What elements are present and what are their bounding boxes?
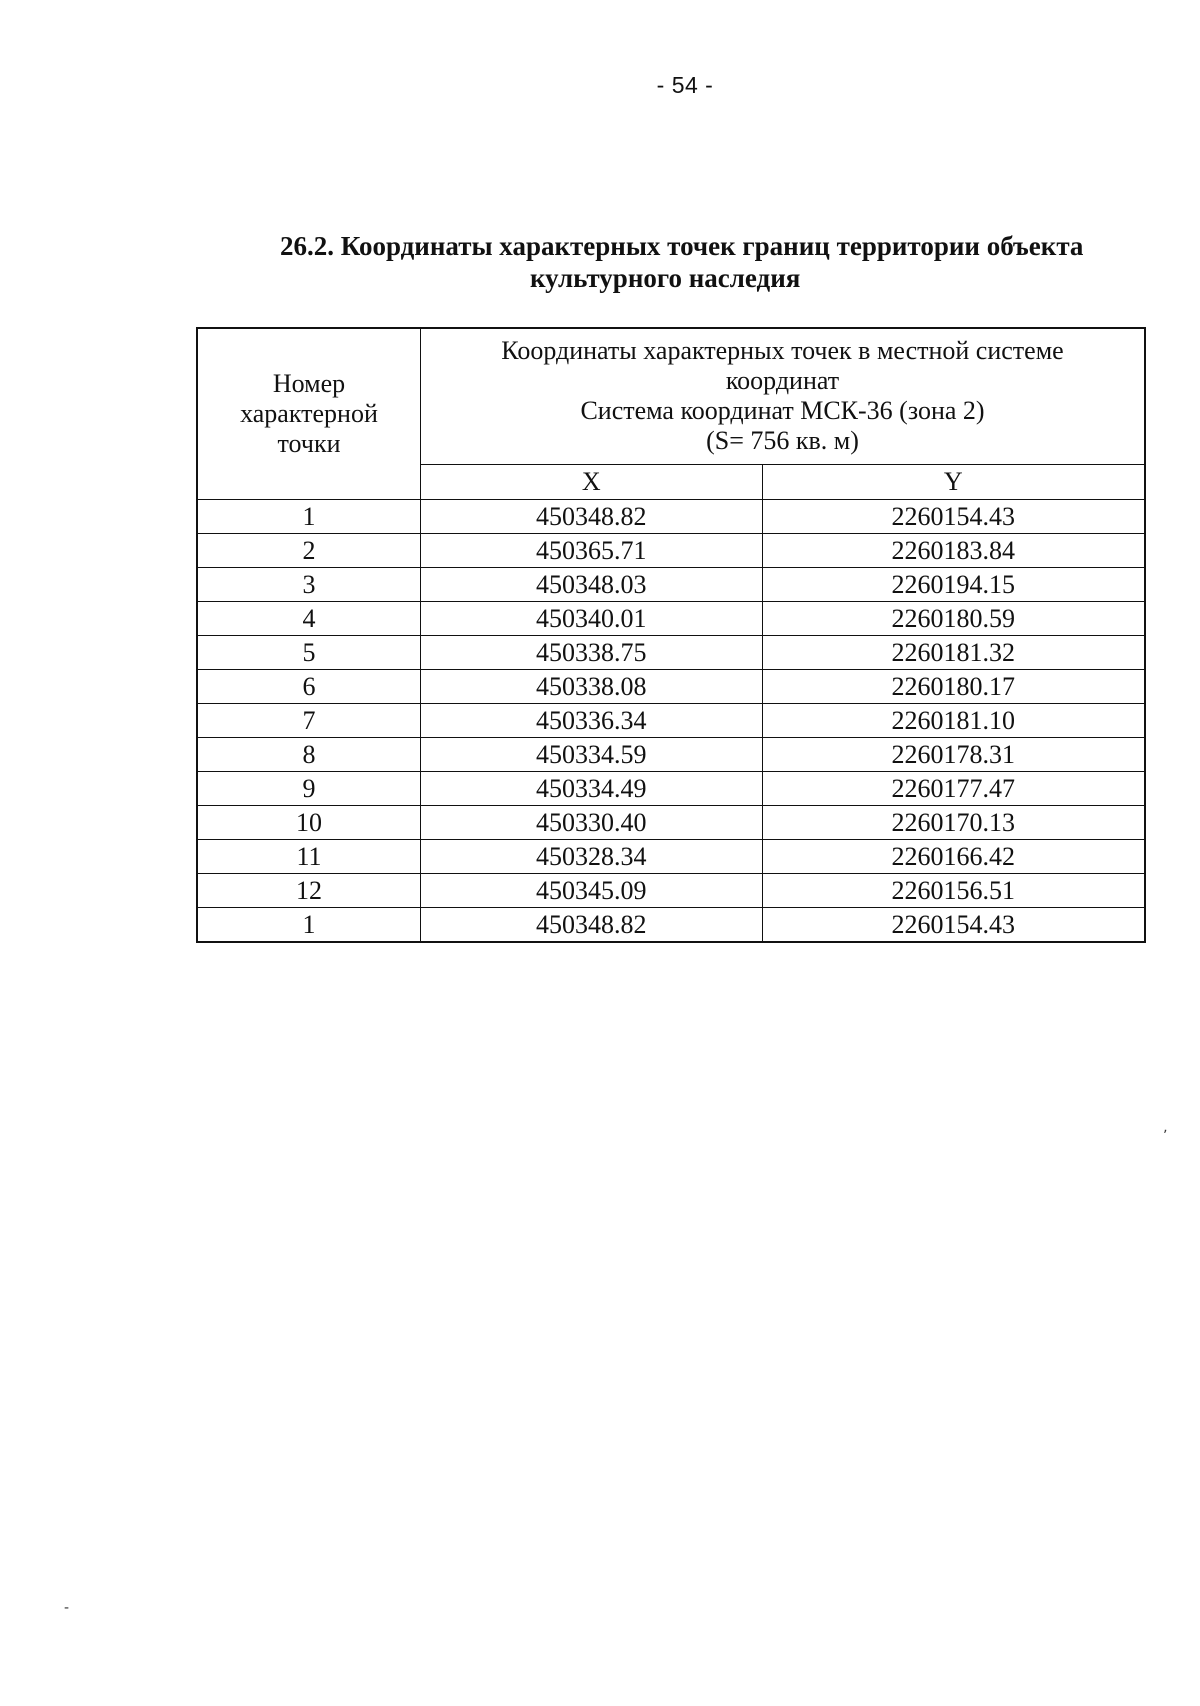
x-coordinate-cell: 450340.01 [421, 602, 763, 636]
x-coordinate-cell: 450338.75 [421, 636, 763, 670]
coordinates-table [196, 327, 1146, 943]
point-number-cell: 6 [197, 670, 421, 704]
page-number: - 54 - [656, 72, 714, 98]
table-row [197, 738, 1145, 772]
x-coordinate-cell: 450365.71 [421, 534, 763, 568]
y-coordinate-cell: 2260170.13 [762, 806, 1145, 840]
y-coordinate-cell: 2260166.42 [762, 840, 1145, 874]
point-number-cell: 1 [197, 500, 421, 534]
x-coordinate-cell: 450328.34 [421, 840, 763, 874]
x-column-header: X [421, 464, 763, 499]
heading-line-1: 26.2. Координаты характерных точек границ территории объекта [280, 231, 1084, 261]
point-number-cell: 5 [197, 636, 421, 670]
y-coordinate-cell: 2260154.43 [762, 908, 1145, 943]
y-coordinate-cell: 2260181.32 [762, 636, 1145, 670]
table-row [197, 908, 1145, 943]
scan-speck: - [64, 1600, 70, 1616]
table-row [197, 874, 1145, 908]
x-coordinate-cell: 450348.03 [421, 568, 763, 602]
point-number-cell: 10 [197, 806, 421, 840]
y-column-header: Y [762, 464, 1145, 499]
x-coordinate-cell: 450348.82 [421, 500, 763, 534]
table-row [197, 670, 1145, 704]
x-coordinate-cell: 450334.59 [421, 738, 763, 772]
x-coordinate-cell: 450345.09 [421, 874, 763, 908]
y-coordinate-cell: 2260156.51 [762, 874, 1145, 908]
y-coordinate-cell: 2260154.43 [762, 500, 1145, 534]
x-coordinate-cell: 450348.82 [421, 908, 763, 943]
table-row [197, 704, 1145, 738]
point-number-cell: 8 [197, 738, 421, 772]
table-row [197, 636, 1145, 670]
x-coordinate-cell: 450330.40 [421, 806, 763, 840]
table-row [197, 500, 1145, 534]
coordinates-header: Координаты характерных точек в местной системе координат Система координат МСК-36 (зона 2) (S= 756 кв. м) [421, 328, 1146, 464]
x-coordinate-cell: 450336.34 [421, 704, 763, 738]
y-coordinate-cell: 2260177.47 [762, 772, 1145, 806]
y-coordinate-cell: 2260183.84 [762, 534, 1145, 568]
point-number-cell: 3 [197, 568, 421, 602]
point-number-cell: 1 [197, 908, 421, 943]
point-number-cell: 4 [197, 602, 421, 636]
point-number-cell: 2 [197, 534, 421, 568]
y-coordinate-cell: 2260180.17 [762, 670, 1145, 704]
point-number-cell: 12 [197, 874, 421, 908]
point-number-cell: 11 [197, 840, 421, 874]
table-row [197, 602, 1145, 636]
section-heading [280, 230, 1140, 294]
y-coordinate-cell: 2260181.10 [762, 704, 1145, 738]
heading-line-2: культурного наследия [530, 263, 801, 293]
table-row [197, 534, 1145, 568]
point-number-header: Номер характерной точки [197, 328, 421, 500]
table-row [197, 840, 1145, 874]
x-coordinate-cell: 450338.08 [421, 670, 763, 704]
table-row [197, 806, 1145, 840]
y-coordinate-cell: 2260178.31 [762, 738, 1145, 772]
point-number-cell: 7 [197, 704, 421, 738]
x-coordinate-cell: 450334.49 [421, 772, 763, 806]
table-row [197, 772, 1145, 806]
y-coordinate-cell: 2260194.15 [762, 568, 1145, 602]
y-coordinate-cell: 2260180.59 [762, 602, 1145, 636]
table-row [197, 568, 1145, 602]
point-number-cell: 9 [197, 772, 421, 806]
scan-speck: ʼ [1163, 1128, 1168, 1144]
